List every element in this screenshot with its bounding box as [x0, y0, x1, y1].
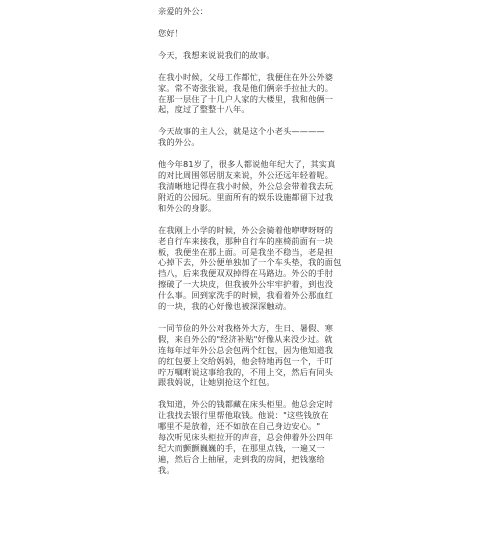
- paragraph-line: 哪里不是放着，还不如放在自己身边安心。": [158, 421, 321, 432]
- paragraph-line: 在那一层住了十几户人家的大楼里，我和他俩一: [158, 93, 334, 104]
- paragraph-line: 的对比周围邻居朋友来说，外公还远年轻着呢。: [158, 170, 334, 181]
- paragraph-line: 他今年81岁了，很多人都说他年纪大了，其实真: [158, 159, 336, 170]
- paragraph-line: 跟我妈说，让她别抢这个红包。: [158, 377, 275, 388]
- paragraph-line: 的一块，我的心好像也被深深触动。: [158, 301, 292, 312]
- paragraph-line: 我清晰地记得在我小时候，外公总会带着我去玩: [158, 180, 334, 191]
- paragraph-line: 我知道，外公的钱都藏在床头柜里。他总会定时: [158, 399, 334, 410]
- paragraph-line: 什么事。回到家洗手的时候，我看着外公那血红: [158, 290, 334, 301]
- paragraph-line: 遍，然后合上抽屉，走到我的房间，把钱塞给: [158, 453, 325, 464]
- paragraph-line: 起，度过了整整十八年。: [158, 104, 250, 115]
- paragraph-line: 我的外公。: [158, 137, 200, 148]
- paragraph-line: 附近的公园玩。里面所有的娱乐设施都留下过我: [158, 191, 334, 202]
- paragraph: [158, 72, 346, 116]
- letter-body: [158, 6, 346, 476]
- paragraph-line: 在我刚上小学的时候，外公会骑着他咿咿呀呀的: [158, 224, 334, 235]
- paragraph: [158, 225, 346, 312]
- paragraph-line: 今天故事的主人公，就是这个小老头————: [158, 126, 325, 137]
- paragraph-line: 每次听见床头柜拉开的声音，总会伸着外公四年: [158, 432, 334, 443]
- paragraph: [158, 159, 346, 214]
- paragraph-line: 的红包要上交给妈妈，他会特地再包一个，千叮: [158, 355, 334, 366]
- paragraph-line: 今天，我想来说说我们的故事。: [158, 49, 275, 60]
- paragraph-line: 擦破了一大块皮，但我被外公牢牢护着，到也没: [158, 279, 334, 290]
- paragraph-line: 我。: [158, 464, 175, 475]
- paragraph: [158, 50, 346, 61]
- salutation: 亲爱的外公：: [158, 6, 209, 16]
- paragraph-line: 一同节俭的外公对我格外大方，生日、暑假、寒: [158, 322, 334, 333]
- paragraph-line: 家。常不寄张张说，我是他们俩亲手拉扯大的。: [158, 82, 334, 93]
- paragraph: [158, 399, 346, 475]
- paragraph: [158, 126, 346, 148]
- paragraph-line: 假，来自外公的"经济补贴"好像从来没少过。就: [158, 333, 333, 344]
- paragraph-line: 挡八，后来我便双双掉得在马路边。外公的手肘: [158, 268, 334, 279]
- paragraph: [158, 323, 346, 388]
- paragraph-line: 咛万嘱咐说这事给我的，不用上交，然后有同头: [158, 366, 334, 377]
- paragraph-line: 板，我便坐在那上面。可是我坐不稳当，老是担: [158, 246, 334, 257]
- paragraph-line: 让我找去银行里帮他取钱。他说："这些钱放在: [158, 410, 329, 421]
- greeting: 您好！: [158, 27, 184, 38]
- paragraph-line: 连每年过年外公总会包两个红包，因为他知道我: [158, 344, 334, 355]
- paragraph-line: 在我小时候，父母工作都忙，我便住在外公外婆: [158, 71, 334, 82]
- paragraph-line: 心掉下去，外公便单独加了一个车头垫，我的面包: [158, 257, 342, 268]
- paragraph-line: 老自行车来接我，那种自行车的座椅前面有一块: [158, 235, 334, 246]
- paragraph-line: 和外公的身影。: [158, 202, 217, 213]
- paragraph-line: 纪大而颤颤巍巍的手，在那里点钱，一遍又一: [158, 443, 325, 453]
